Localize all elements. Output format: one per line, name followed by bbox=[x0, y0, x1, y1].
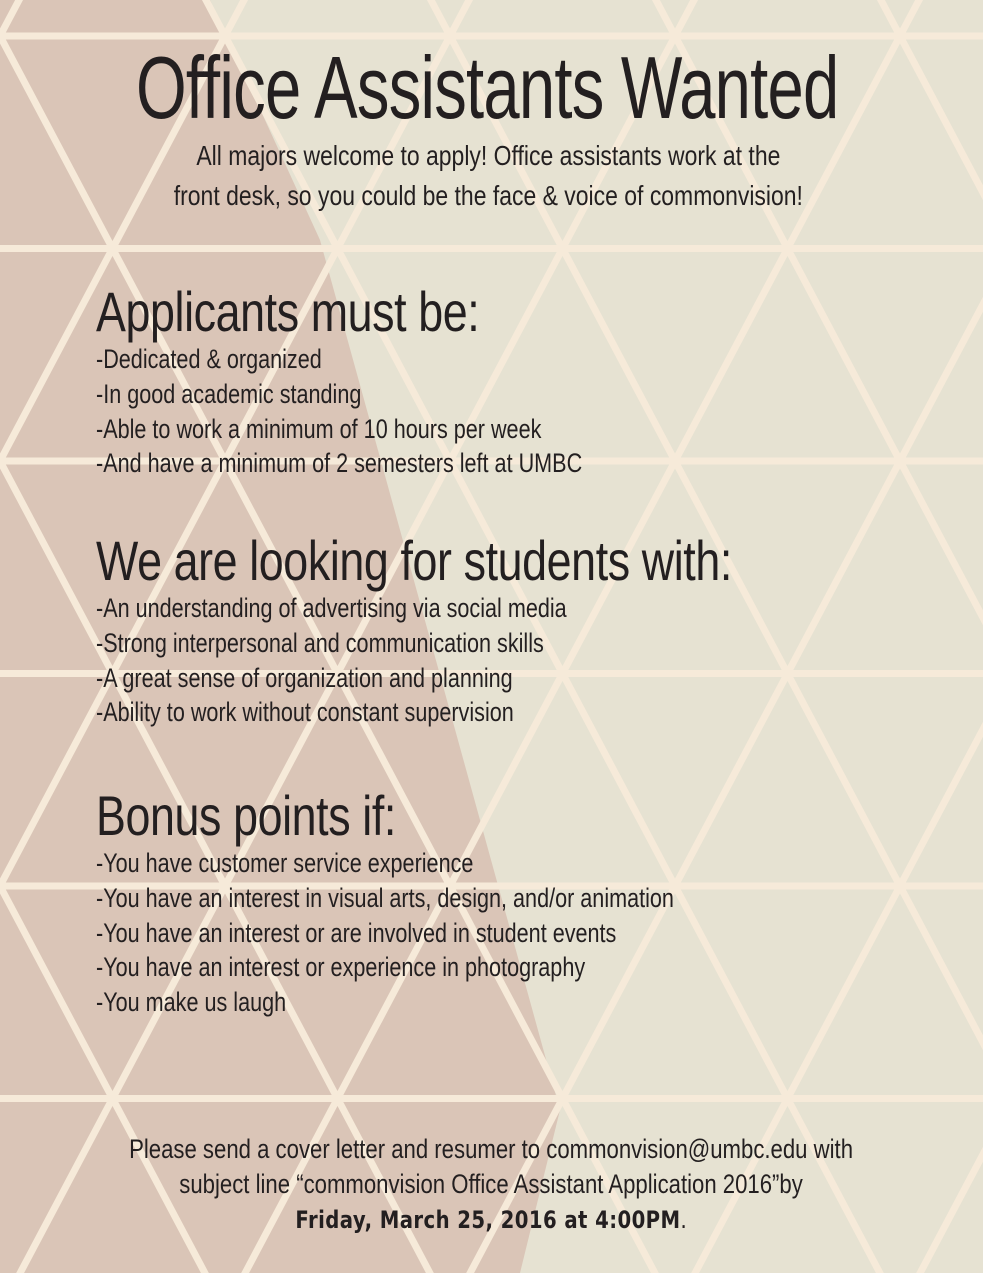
list-item: -Strong interpersonal and communication skills bbox=[96, 627, 544, 658]
intro-line-1: All majors welcome to apply! Office assistants work at the bbox=[196, 140, 781, 171]
qualities-list bbox=[96, 591, 732, 730]
section-heading: We are looking for students with: bbox=[96, 529, 732, 592]
instructions-line-2: subject line “commonvision Office Assistant Application 2016”by bbox=[179, 1169, 803, 1199]
bonus-section bbox=[96, 786, 674, 1020]
bonus-list bbox=[96, 846, 674, 1020]
intro-line-2: front desk, so you could be the face & voice of commonvision! bbox=[173, 180, 803, 211]
flyer-title: Office Assistants Wanted bbox=[135, 38, 839, 137]
list-item: -You have an interest in visual arts, design, and/or animation bbox=[96, 882, 674, 913]
qualities-section bbox=[96, 531, 732, 730]
list-item: -Dedicated & organized bbox=[96, 344, 322, 374]
requirements-list bbox=[96, 342, 582, 481]
list-item: -In good academic standing bbox=[96, 378, 362, 409]
list-item: -You make us laugh bbox=[96, 987, 287, 1018]
list-item: -An understanding of advertising via social media bbox=[96, 593, 567, 623]
list-item: -You have customer service experience bbox=[96, 848, 474, 878]
list-item: -Ability to work without constant supervision bbox=[96, 697, 514, 728]
intro-text bbox=[85, 136, 891, 216]
deadline-line bbox=[88, 1202, 894, 1238]
deadline-period: . bbox=[680, 1204, 687, 1234]
list-item: -You have an interest or experience in photography bbox=[96, 952, 586, 983]
list-item: -And have a minimum of 2 semesters left at UMBC bbox=[96, 448, 583, 479]
section-heading: Bonus points if: bbox=[96, 784, 396, 847]
list-item: -Able to work a minimum of 10 hours per week bbox=[96, 413, 542, 444]
section-heading: Applicants must be: bbox=[96, 280, 480, 343]
list-item: -You have an interest or are involved in student events bbox=[96, 917, 617, 948]
list-item: -A great sense of organization and planning bbox=[96, 662, 513, 693]
deadline: Friday, March 25, 2016 at 4:00PM bbox=[295, 1206, 681, 1234]
application-instructions bbox=[88, 1132, 894, 1238]
instructions-line-1: Please send a cover letter and resumer to commonvision@umbc.edu with bbox=[129, 1134, 854, 1164]
requirements-section bbox=[96, 282, 582, 481]
